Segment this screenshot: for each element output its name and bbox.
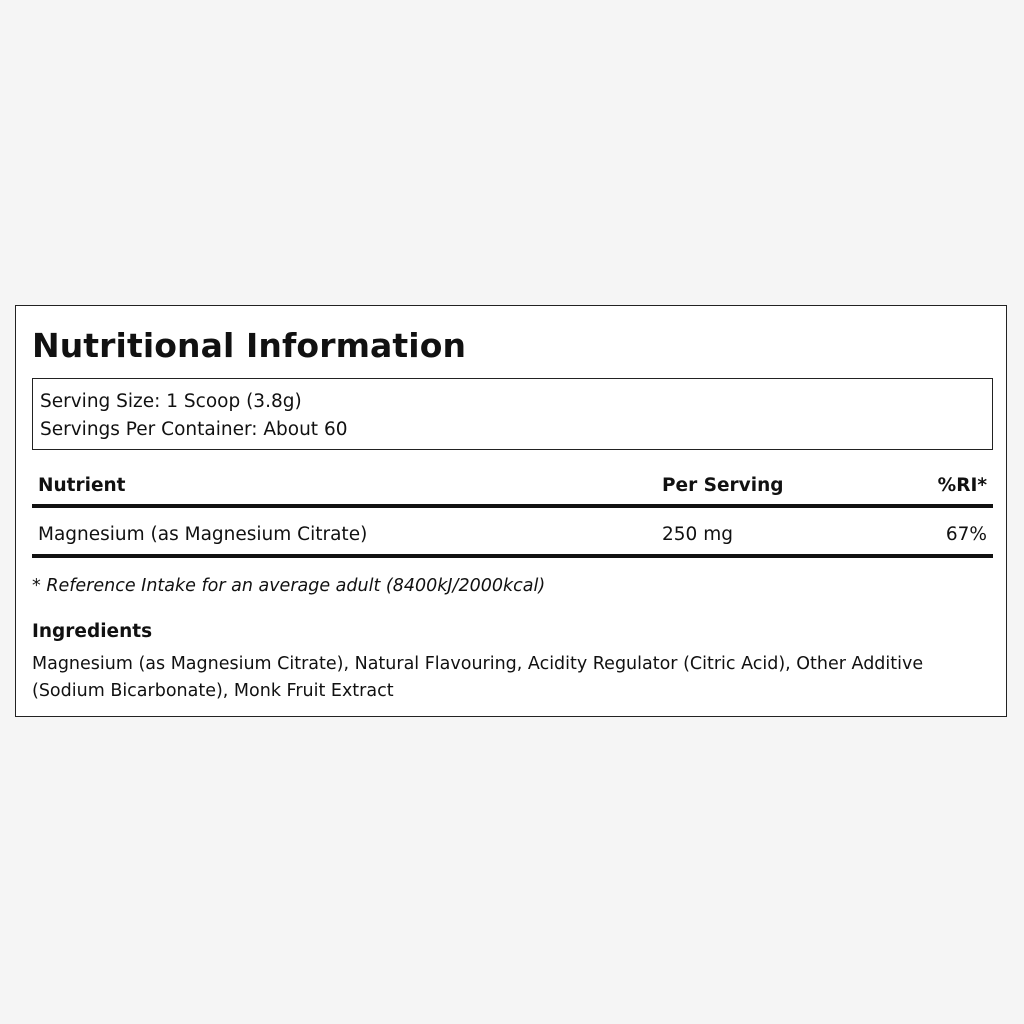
- nutrient-name: Magnesium (as Magnesium Citrate): [38, 524, 368, 545]
- nutrition-label-panel: [15, 305, 1007, 717]
- nutrient-per-serving: 250 mg: [662, 524, 733, 545]
- nutrient-ri: 67%: [945, 524, 987, 545]
- table-row: [32, 508, 993, 558]
- ingredients-heading: Ingredients: [32, 621, 153, 642]
- servings-per-container: Servings Per Container: About 60: [40, 419, 348, 440]
- serving-size: Serving Size: 1 Scoop (3.8g): [40, 391, 302, 412]
- table-header-row: [32, 466, 993, 508]
- header-ri: %RI*: [937, 475, 987, 496]
- nutrient-table: [32, 466, 993, 558]
- label-title: Nutritional Information: [32, 326, 467, 365]
- header-nutrient: Nutrient: [38, 475, 126, 496]
- serving-info-box: [32, 378, 993, 450]
- ingredients-text: Magnesium (as Magnesium Citrate), Natural Flavouring, Acidity Regulator (Citric Acid), Other Additive (Sodium Bicarbonate), Monk Fruit Extract: [32, 654, 924, 701]
- ri-footnote: * Reference Intake for an average adult (8400kJ/2000kcal): [32, 576, 546, 596]
- header-per-serving: Per Serving: [662, 475, 784, 496]
